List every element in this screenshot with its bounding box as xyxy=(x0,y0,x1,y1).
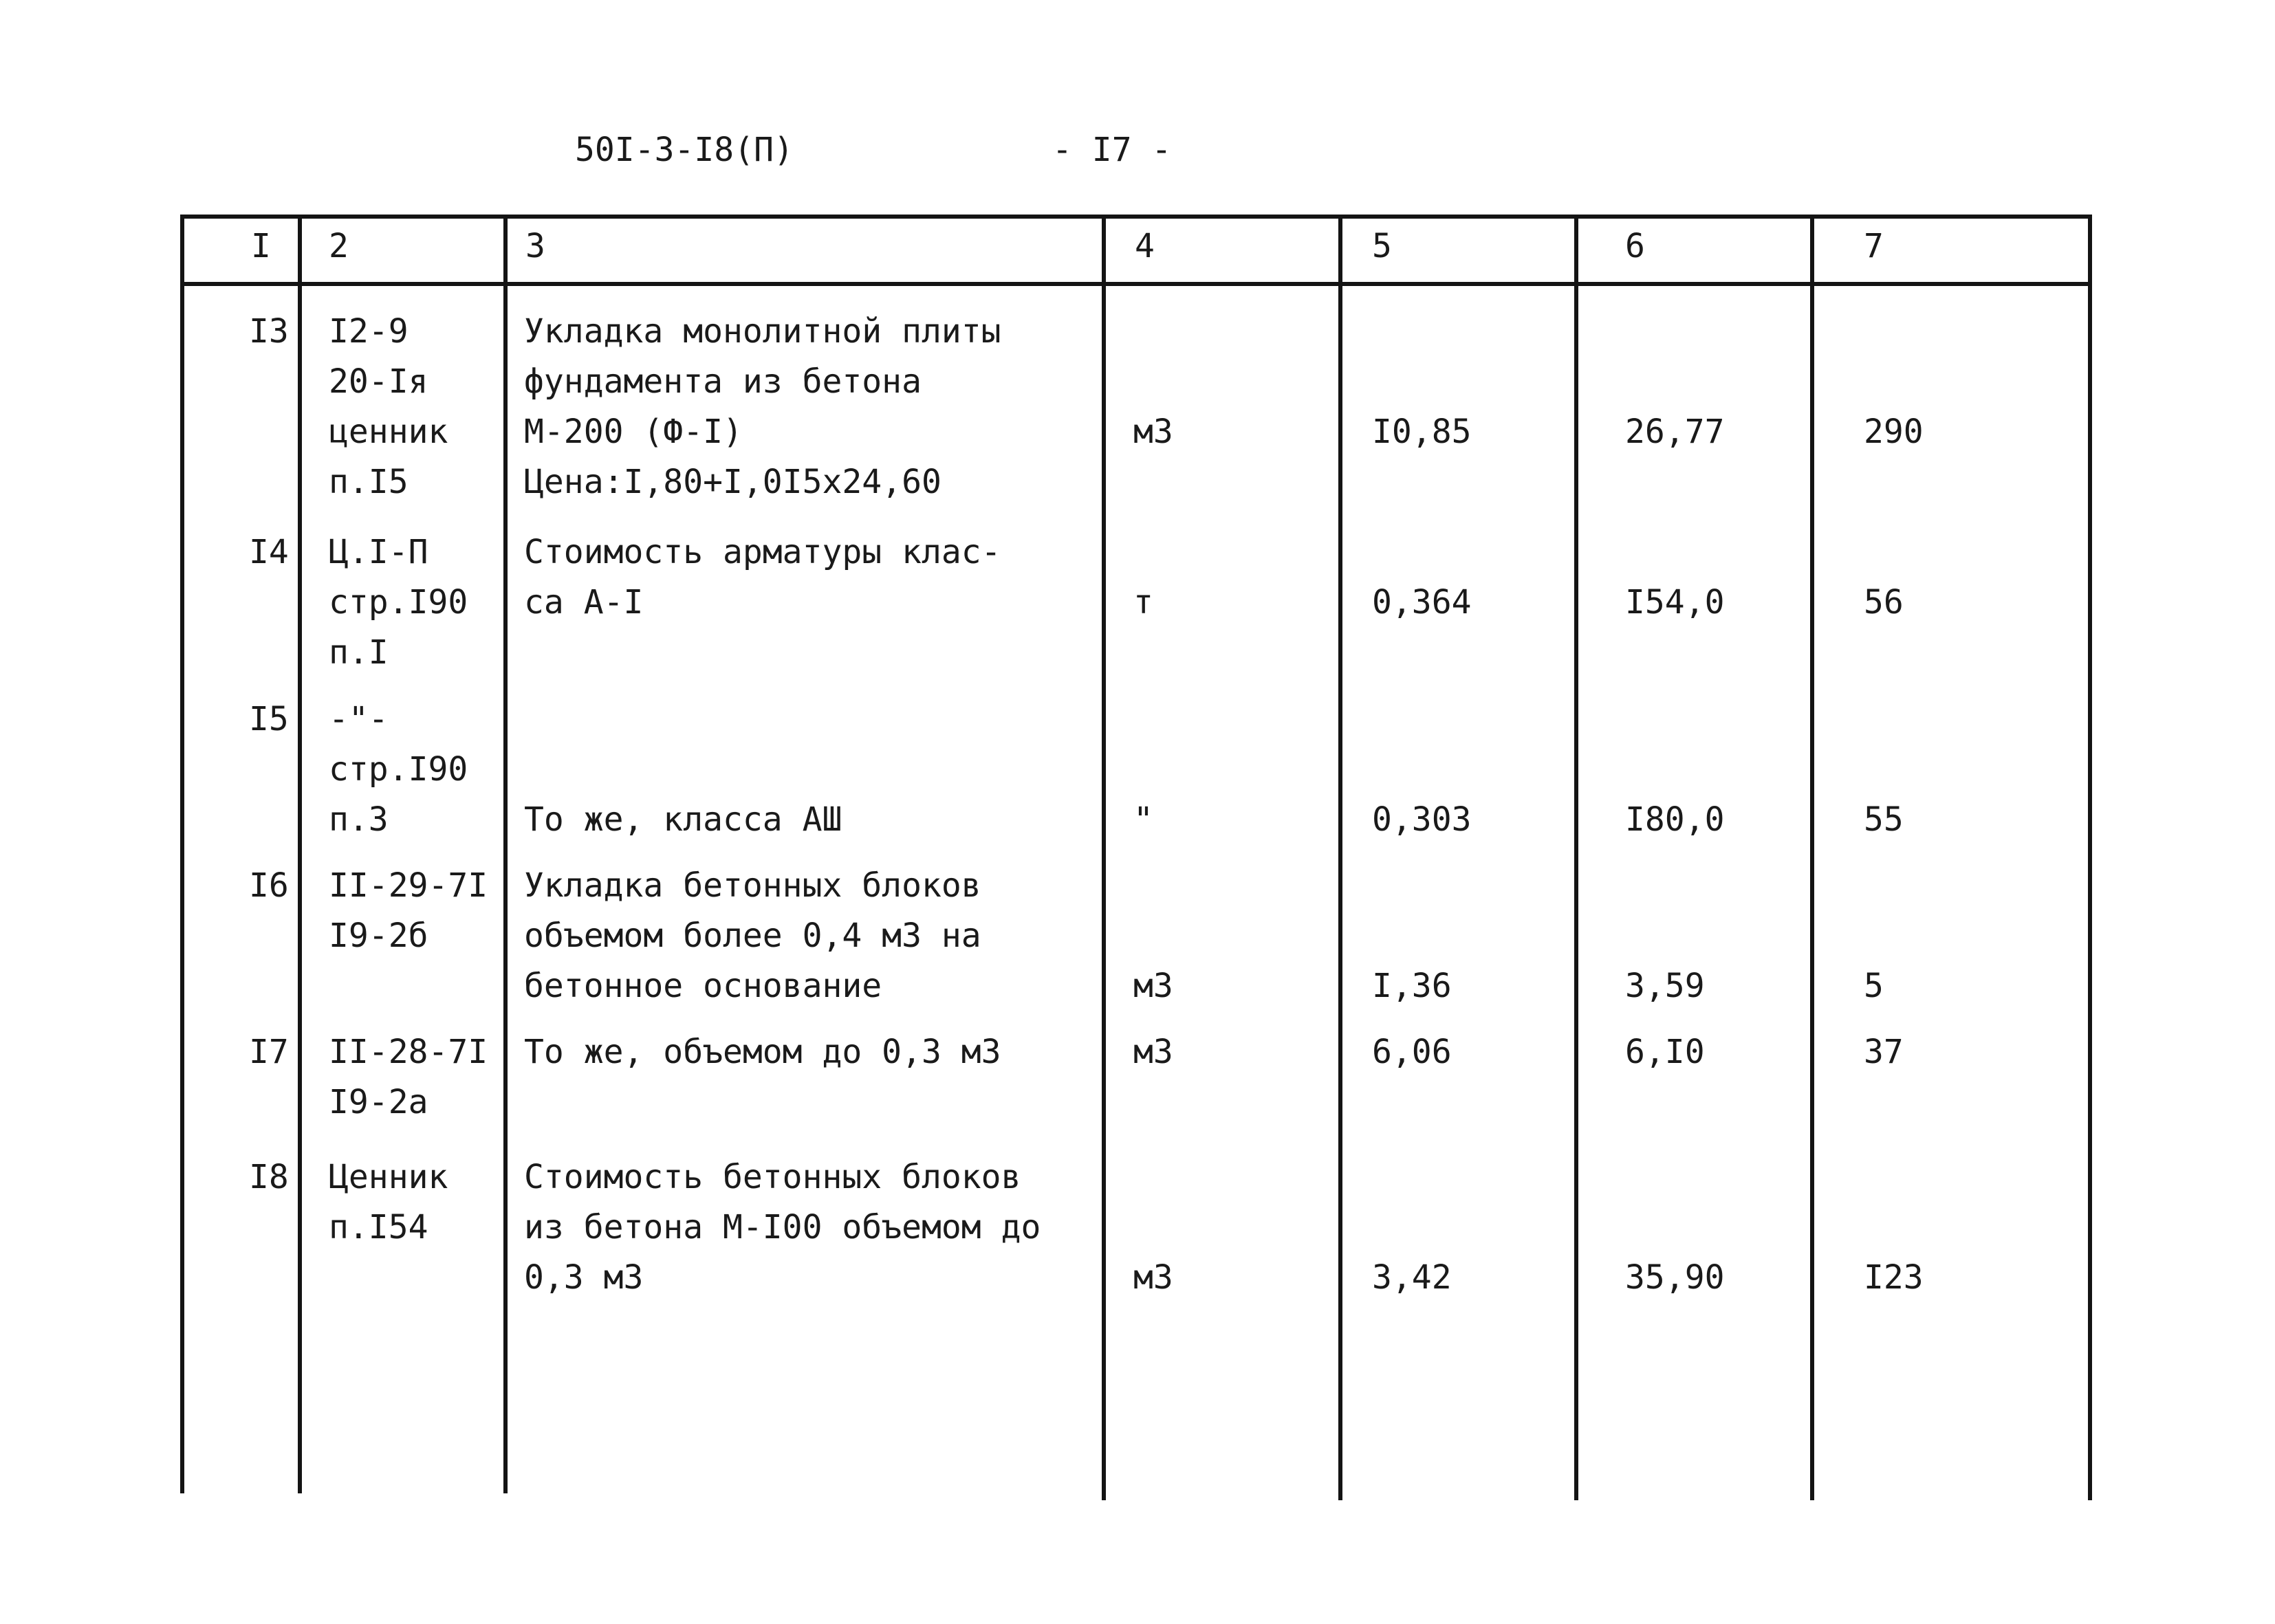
description-line: 0,3 м3 xyxy=(524,1258,644,1297)
description-line: М-200 (Ф-I) xyxy=(524,413,743,451)
quantity: 0,303 xyxy=(1372,800,1472,839)
quantity: 3,42 xyxy=(1372,1258,1452,1297)
table-top-rule xyxy=(180,215,2092,219)
column-rule-2 xyxy=(503,215,508,1493)
description-line: объемом более 0,4 м3 на xyxy=(524,917,981,955)
quantity: 0,364 xyxy=(1372,583,1472,622)
description-line: То же, объемом до 0,3 м3 xyxy=(524,1033,1001,1071)
unit-price: 35,90 xyxy=(1625,1258,1725,1297)
unit: м3 xyxy=(1133,413,1173,451)
description-line: Стоимость бетонных блоков xyxy=(524,1158,1021,1196)
row-number: I8 xyxy=(249,1158,289,1196)
description-line: Стоимость арматуры клас- xyxy=(524,533,1001,571)
reference-line: -"- xyxy=(329,700,389,738)
reference-line: п.I5 xyxy=(329,463,409,501)
reference-line: I9-2б xyxy=(329,917,428,955)
column-rule-1 xyxy=(298,215,302,1493)
reference-line: II-29-7I xyxy=(329,866,488,905)
total-cost: 37 xyxy=(1864,1033,1904,1071)
row-number: I3 xyxy=(249,312,289,351)
row-number: I7 xyxy=(249,1033,289,1071)
unit: м3 xyxy=(1133,967,1173,1005)
description-line: фундамента из бетона xyxy=(524,362,922,401)
column-header-7: 7 xyxy=(1864,227,1884,265)
total-cost: I23 xyxy=(1864,1258,1924,1297)
total-cost: 290 xyxy=(1864,413,1924,451)
description-line: из бетона М-I00 объемом до xyxy=(524,1208,1041,1247)
row-number: I4 xyxy=(249,533,289,571)
unit: " xyxy=(1133,800,1153,839)
unit: м3 xyxy=(1133,1033,1173,1071)
column-header-6: 6 xyxy=(1625,227,1645,265)
column-header-1: I xyxy=(251,227,271,265)
unit: т xyxy=(1133,583,1153,622)
description-line: Цена:I,80+I,0I5x24,60 xyxy=(524,463,941,501)
unit-price: I54,0 xyxy=(1625,583,1725,622)
reference-line: I9-2а xyxy=(329,1083,428,1121)
column-rule-5 xyxy=(1574,215,1578,1500)
page-number: - I7 - xyxy=(1052,131,1172,169)
description-line: То же, класса АШ xyxy=(524,800,842,839)
header-bottom-rule xyxy=(180,282,2092,286)
reference-line: Ц.I-П xyxy=(329,533,428,571)
unit: м3 xyxy=(1133,1258,1173,1297)
total-cost: 5 xyxy=(1864,967,1884,1005)
reference-line: п.I xyxy=(329,633,389,672)
reference-line: п.3 xyxy=(329,800,389,839)
quantity: I,36 xyxy=(1372,967,1452,1005)
description-line: Укладка монолитной плиты xyxy=(524,312,1001,351)
unit-price: I80,0 xyxy=(1625,800,1725,839)
column-header-3: 3 xyxy=(525,227,545,265)
total-cost: 55 xyxy=(1864,800,1904,839)
unit-price: 3,59 xyxy=(1625,967,1705,1005)
column-header-5: 5 xyxy=(1372,227,1392,265)
description-line: бетонное основание xyxy=(524,967,882,1005)
column-rule-3 xyxy=(1102,215,1106,1500)
row-number: I5 xyxy=(249,700,289,738)
reference-line: II-28-7I xyxy=(329,1033,488,1071)
quantity: 6,06 xyxy=(1372,1033,1452,1071)
column-header-2: 2 xyxy=(329,227,349,265)
column-rule-left xyxy=(180,215,184,1493)
reference-line: I2-9 xyxy=(329,312,409,351)
unit-price: 6,I0 xyxy=(1625,1033,1705,1071)
description-line: са А-I xyxy=(524,583,644,622)
row-number: I6 xyxy=(249,866,289,905)
unit-price: 26,77 xyxy=(1625,413,1725,451)
column-rule-4 xyxy=(1338,215,1342,1500)
column-rule-6 xyxy=(1810,215,1814,1500)
document-code: 50I-3-I8(П) xyxy=(575,131,794,169)
description-line: Укладка бетонных блоков xyxy=(524,866,981,905)
quantity: I0,85 xyxy=(1372,413,1472,451)
column-header-4: 4 xyxy=(1135,227,1155,265)
reference-line: 20-Iя xyxy=(329,362,428,401)
total-cost: 56 xyxy=(1864,583,1904,622)
reference-line: ценник xyxy=(329,413,448,451)
reference-line: Ценник xyxy=(329,1158,448,1196)
reference-line: стр.I90 xyxy=(329,750,468,789)
column-rule-right xyxy=(2088,215,2092,1500)
reference-line: стр.I90 xyxy=(329,583,468,622)
reference-line: п.I54 xyxy=(329,1208,428,1247)
